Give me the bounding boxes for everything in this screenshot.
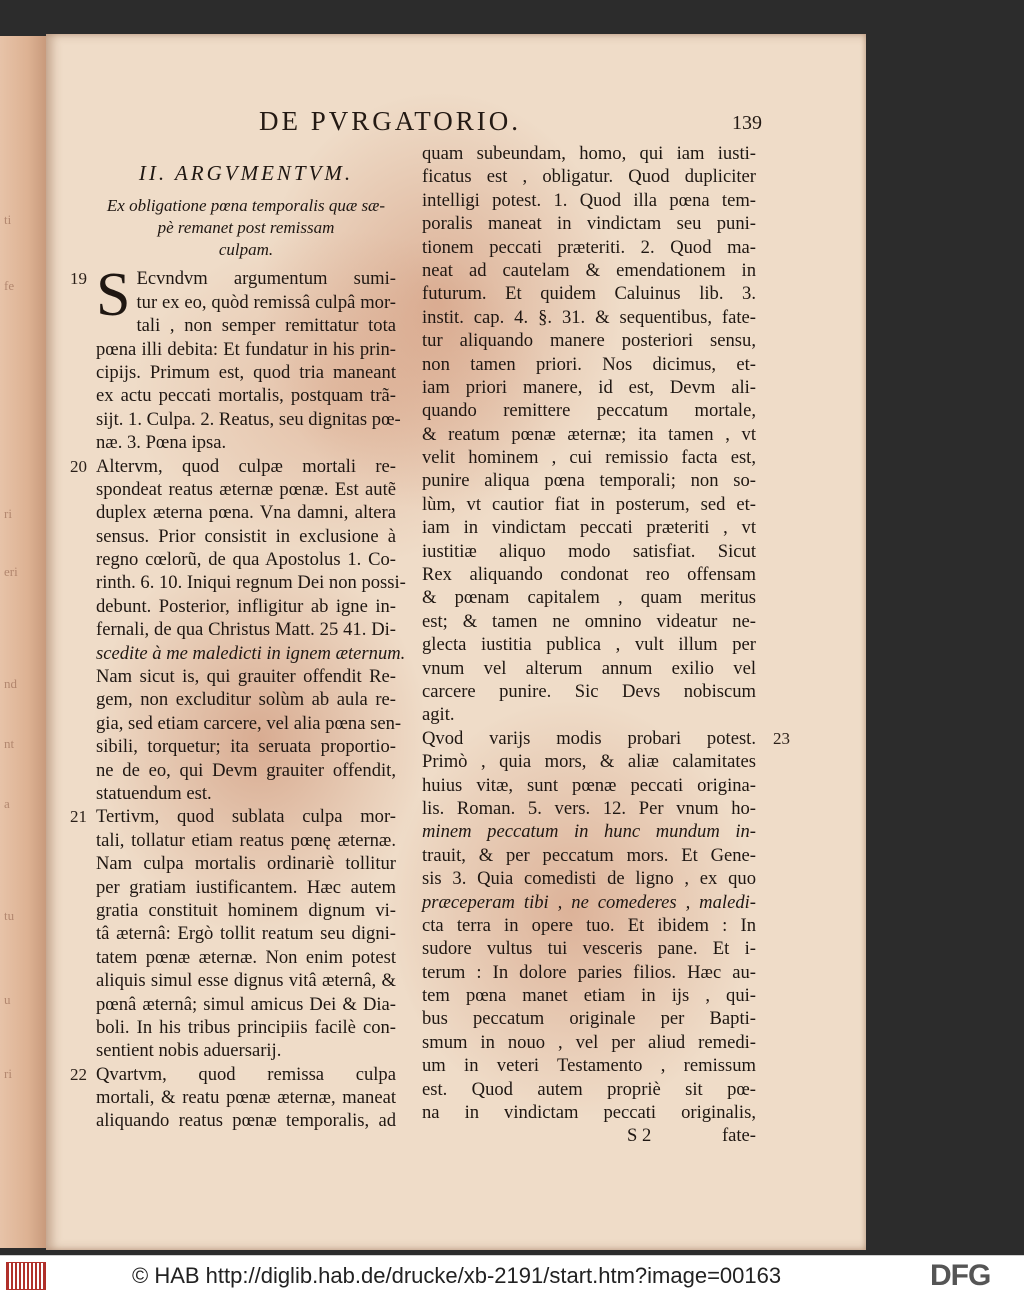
text-line: scedite à me maledicti in ignem æternum. xyxy=(96,642,406,664)
viewer-footer xyxy=(0,1255,1024,1296)
paragraph-21 xyxy=(70,805,396,1062)
text-line: pœnâ æternâ; simul amicus Dei & Dia- xyxy=(96,993,396,1015)
text-line: futurum. Et quidem Caluinus lib. 3. xyxy=(422,283,756,305)
text-line: Nam sicut is, qui grauiter offendit Re- xyxy=(96,666,396,688)
text-line: punire aliqua pœna temporali; non so- xyxy=(422,470,756,492)
text-line: fernali, de qua Christus Matt. 25 41. Di- xyxy=(96,619,396,641)
running-title: DE PVRGATORIO. xyxy=(259,106,522,136)
text-line: sudore vultus tui vesceris pane. Et i- xyxy=(422,938,756,960)
text-line: Rex aliquando condonat reo offensam xyxy=(422,564,756,586)
text-line: iam priori manere, id est, Devm ali- xyxy=(422,376,756,398)
text-line: smum in nouo , vel per aliud remedi- xyxy=(422,1031,756,1053)
text-line: tur ex eo, quòd remissâ culpâ mor- xyxy=(136,291,396,313)
text-line: aliquando reatus pœnæ temporalis, ad xyxy=(96,1110,396,1132)
marginal-number: 20 xyxy=(70,456,87,476)
ghost-text: fe xyxy=(4,278,15,293)
text-line: um in veteri Testamento , remissum xyxy=(422,1055,756,1077)
text-line: tatem pœnæ æternæ. Non enim potest xyxy=(96,946,396,968)
subheading-line: culpam. xyxy=(218,240,274,260)
text-line: rinth. 6. 10. Iniqui regnum Dei non possi- xyxy=(96,572,406,594)
text-line: est; & tamen ne omnino videatur ne- xyxy=(422,610,756,632)
text-line: cipijs. Primum est, quod tria maneant xyxy=(96,361,396,383)
text-line: duplex æterna pœna. Vna damni, altera xyxy=(96,502,396,524)
scanned-page xyxy=(46,34,866,1250)
ghost-text: nt xyxy=(4,736,15,751)
text-line: est. Quod autem propriè sit pœ- xyxy=(422,1078,756,1100)
text-line: per gratiam iustificantem. Hæc autem xyxy=(96,876,396,898)
text-line: sis 3. Quia comedisti de ligno , ex quo xyxy=(422,868,756,890)
running-head xyxy=(46,106,866,146)
text-line: sentient nobis aduersarij. xyxy=(96,1040,282,1062)
argument-subheading xyxy=(96,195,396,261)
text-line: lis. Roman. 5. vers. 12. Per vnum ho- xyxy=(422,797,756,819)
text-line: Ecvndvm argumentum sumi- xyxy=(136,268,396,290)
ghost-text: tu xyxy=(4,908,15,923)
text-line: gia, sed etiam carcere, vel alia pœna sen- xyxy=(96,712,402,734)
text-line: spondeat reatus æternæ pœnæ. Est autẽ xyxy=(96,478,396,500)
page-number: 139 xyxy=(732,112,762,134)
text-line: gratia constituit hominem dignum vi- xyxy=(96,899,396,921)
text-line: tionem peccati præteriti. 2. Quod ma- xyxy=(422,236,756,258)
text-line: carcere punire. Sic Devs nobiscum xyxy=(422,680,756,702)
text-line: cta terra in opere tuo. Et ibidem : In xyxy=(422,914,756,936)
left-column xyxy=(70,161,406,1133)
text-line: lùm, vt cautior fiat in posterum, sed et- xyxy=(422,493,756,515)
text-line: quando remittere peccatum mortale, xyxy=(422,400,756,422)
text-line: glecta iustitia publica , vult illum per xyxy=(422,634,756,656)
dfg-logo[interactable]: DFG xyxy=(930,1259,991,1292)
marginal-number: 19 xyxy=(70,269,87,289)
text-line: bus peccatum originale per Bapti- xyxy=(422,1008,756,1030)
text-line: aliquis simul esse dignus vitâ æternâ, & xyxy=(96,970,396,992)
ghost-text: ri xyxy=(4,506,12,521)
paragraph-20 xyxy=(70,455,406,806)
text-line: Qvartvm, quod remissa culpa xyxy=(96,1063,396,1085)
text-line: tâ æternâ: Ergò tollit reatum seu digni- xyxy=(96,923,396,945)
text-line: terum : In dolore paries filios. Hæc au- xyxy=(422,961,756,983)
text-line: & pœnam capitalem , quam meritus xyxy=(422,587,756,609)
text-line: quam subeundam, homo, qui iam iusti- xyxy=(422,143,756,164)
paragraph-22-continued xyxy=(422,142,756,727)
text-line: boli. In his tribus principiis facilè con- xyxy=(96,1016,396,1038)
text-line: pœna illi debita: Et fundatur in his prin- xyxy=(96,338,396,360)
text-line: mortali, & reatu pœnæ æternæ, maneat xyxy=(96,1087,396,1109)
text-line: tali , non semper remittatur tota xyxy=(136,315,396,337)
text-line: Altervm, quod culpæ mortali re- xyxy=(96,455,396,477)
paragraph-19 xyxy=(70,261,401,454)
ghost-text: nd xyxy=(4,676,17,691)
text-line: regno cœlorũ, de qua Apostolus 1. Co- xyxy=(96,549,396,571)
ghost-text: eri xyxy=(4,564,18,579)
catchword: fate- xyxy=(721,1125,756,1147)
text-line: na in vindictam peccati originalis, xyxy=(422,1102,756,1124)
text-line: neat ad cautelam & emendationem in xyxy=(422,259,756,281)
text-line: sijt. 1. Culpa. 2. Reatus, seu dignitas pœ- xyxy=(96,408,401,430)
text-line: sensus. Prior consistit in exclusione à xyxy=(96,525,396,547)
text-line: trauit, & per peccatum mors. Et Gene- xyxy=(422,844,756,866)
ghost-text: u xyxy=(4,992,11,1007)
text-line: velit hominem , cui remissio facta est, xyxy=(422,447,756,469)
paragraph-23 xyxy=(422,727,790,1125)
text-line: vnum vel alterum annum exilio vel xyxy=(422,657,756,679)
drop-capital: S xyxy=(96,261,131,330)
text-line: tali, tollatur etiam reatus pœnę æternæ. xyxy=(96,829,396,851)
text-line: minem peccatum in hunc mundum in- xyxy=(422,821,756,843)
text-line: non tamen priori. Nos dicimus, et- xyxy=(422,353,756,375)
subheading-line: Ex obligatione pœna temporalis quæ sæ- xyxy=(106,196,386,216)
copyright-link[interactable]: © HAB http://diglib.hab.de/drucke/xb-2191/start.htm?image=00163 xyxy=(132,1263,782,1288)
text-line: sibili, torquetur; ita seruata proportio- xyxy=(96,736,396,758)
text-line: intelligi potest. 1. Quod illa pœna tem- xyxy=(422,189,756,211)
text-line: poralis maneat in vindictam seu puni- xyxy=(422,213,756,235)
text-line: næ. 3. Pœna ipsa. xyxy=(96,432,227,454)
signature-mark: S 2 xyxy=(627,1125,652,1147)
text-line: instit. cap. 4. §. 31. & sequentibus, fate- xyxy=(422,306,756,328)
text-line: iustitiæ aliquo modo satisfiat. Sicut xyxy=(422,540,756,562)
page-foot xyxy=(422,1124,756,1147)
previous-page-edge xyxy=(0,36,46,1248)
marginal-number: 22 xyxy=(70,1064,87,1084)
marginal-number: 21 xyxy=(70,807,87,827)
hab-logo-icon[interactable] xyxy=(6,1262,46,1290)
text-line: gem, non excluditur solùm ab aula re- xyxy=(96,689,396,711)
text-line: præceperam tibi , ne comederes , maledi- xyxy=(422,891,756,913)
text-line: tem pœna manet etiam in ijs , qui- xyxy=(422,985,756,1007)
text-line: tur aliquando manere posteriori sensu, xyxy=(422,330,756,352)
text-line: ex actu peccati mortalis, postquam trã- xyxy=(96,385,396,407)
text-line: & reatum pœnæ æternæ; ita tamen , vt xyxy=(422,423,756,445)
ghost-text: a xyxy=(4,796,10,811)
text-line: huius vitæ, sunt pœnæ peccati origina- xyxy=(422,774,756,796)
text-line: Primò , quia mors, & aliæ calamitates xyxy=(422,751,756,773)
text-line: Tertivm, quod sublata culpa mor- xyxy=(96,806,396,828)
text-line: debunt. Posterior, infligitur ab igne in- xyxy=(96,595,396,617)
paragraph-22 xyxy=(70,1063,396,1133)
text-line: agit. xyxy=(422,704,455,726)
text-line: Nam culpa mortalis ordinariè tollitur xyxy=(96,853,396,875)
ghost-text: ti xyxy=(4,212,12,227)
subheading-line: pè remanet post remissam xyxy=(157,218,335,238)
text-line: statuendum est. xyxy=(96,783,212,804)
text-line: Qvod varijs modis probari potest. xyxy=(422,727,756,749)
argument-heading: II. ARGVMENTVM. xyxy=(138,161,354,185)
text-line: ficatus est , obligatur. Quod dupliciter xyxy=(422,166,756,188)
text-line: iam in vindictam peccati præteriti , vt xyxy=(422,517,756,539)
marginal-number: 23 xyxy=(773,728,790,748)
text-line: ne de eo, qui Devm grauiter offendit, xyxy=(96,759,396,781)
ghost-text: ri xyxy=(4,1066,12,1081)
right-column xyxy=(422,142,790,1148)
